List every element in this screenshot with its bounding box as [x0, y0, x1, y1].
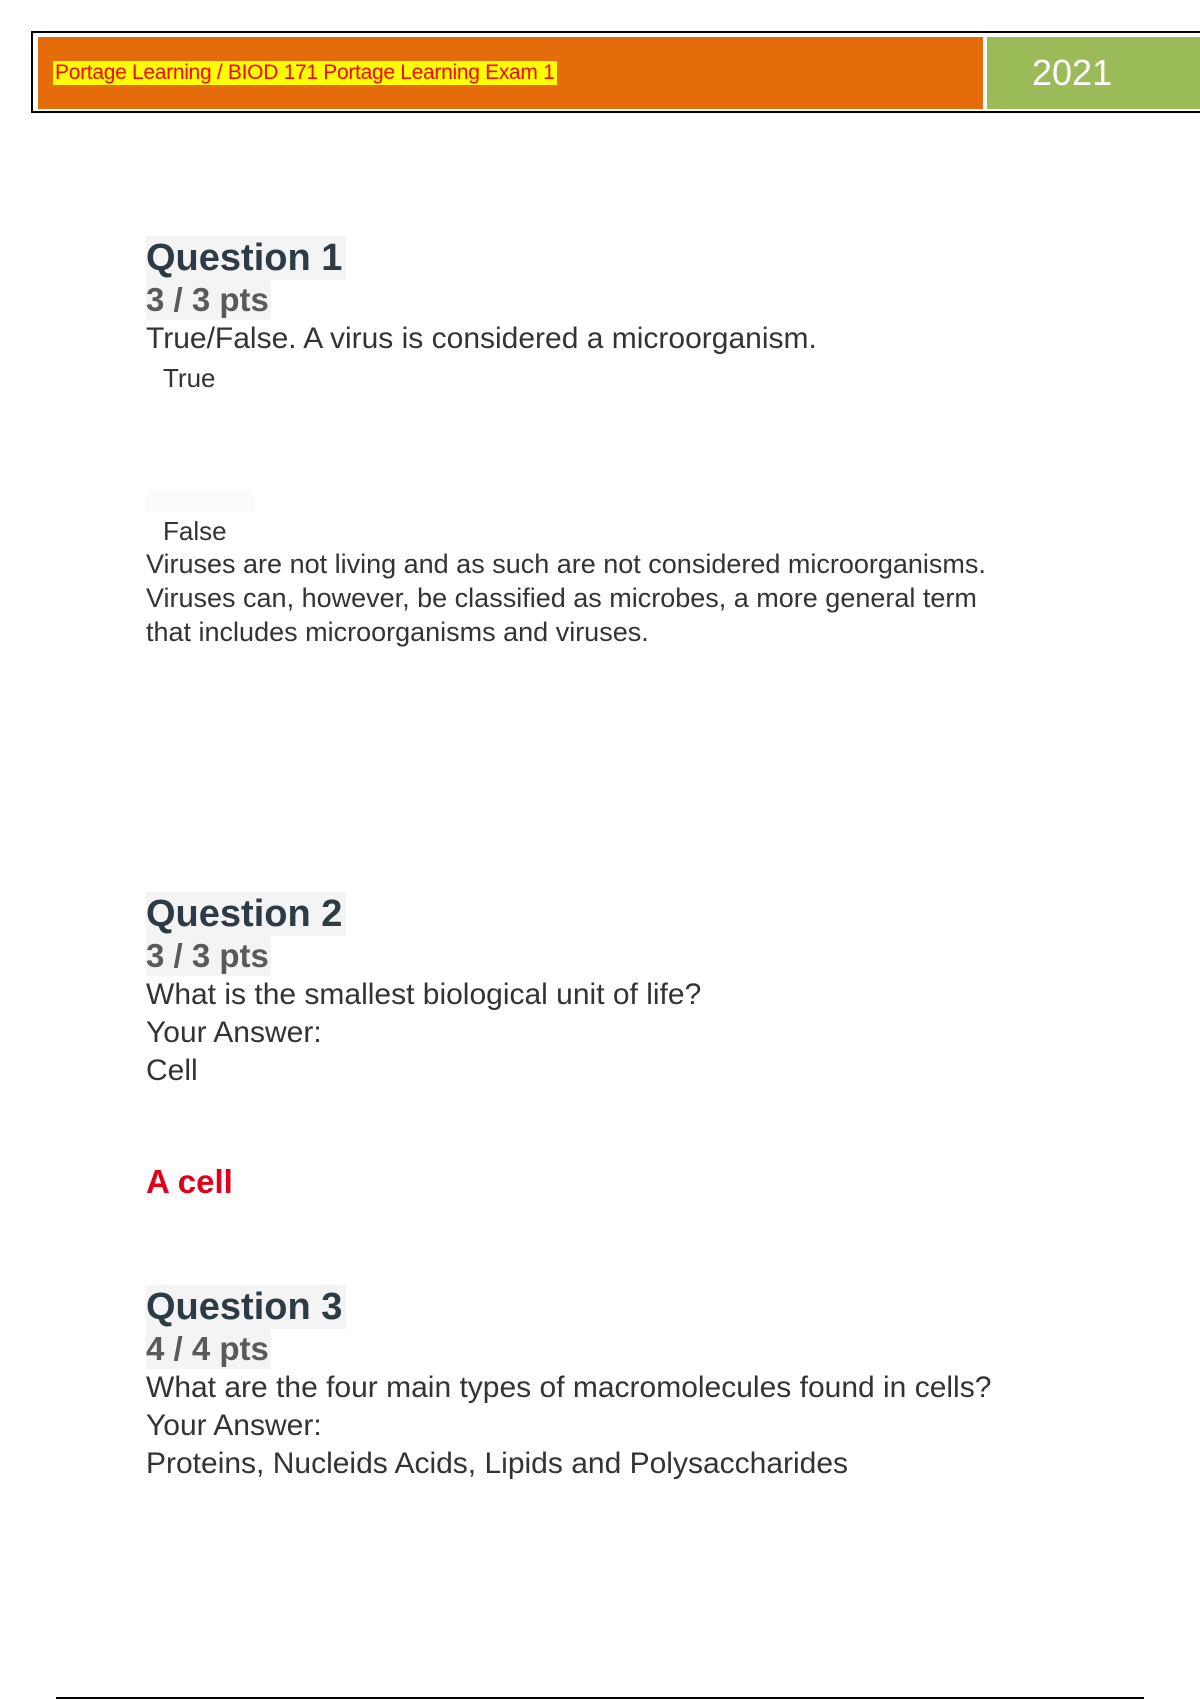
explanation-line: Viruses are not living and as such are not considered microorganisms. [146, 549, 986, 579]
your-answer: Cell [146, 1054, 198, 1087]
document-header [31, 31, 1200, 113]
header-year-band [987, 37, 1200, 109]
question-title: Question 2 [146, 892, 346, 936]
your-answer: Proteins, Nucleids Acids, Lipids and Polysaccharides [146, 1447, 849, 1480]
answer-option-false: False [163, 516, 227, 546]
your-answer-label: Your Answer: [146, 1409, 322, 1442]
question-2 [146, 892, 701, 1202]
document-title: Portage Learning / BIOD 171 Portage Learning Exam 1 [55, 61, 555, 84]
header-title-band [38, 37, 983, 109]
question-title: Question 1 [146, 236, 346, 280]
question-prompt: What are the four main types of macromolecules found in cells? [146, 1371, 992, 1404]
page-bottom-rule [56, 1697, 1144, 1699]
answer-option-true: True [163, 363, 216, 393]
explanation-line: that includes microorganisms and viruses. [146, 617, 649, 647]
question-1 [146, 236, 986, 649]
document-year: 2021 [1032, 52, 1113, 93]
question-points: 3 / 3 pts [146, 937, 269, 974]
question-prompt: What is the smallest biological unit of life? [146, 978, 702, 1011]
question-points: 3 / 3 pts [146, 281, 269, 318]
question-prompt: True/False. A virus is considered a microorganism. [146, 322, 817, 355]
correct-answer: A cell [146, 1163, 233, 1200]
your-answer-label: Your Answer: [146, 1016, 322, 1049]
question-points: 4 / 4 pts [146, 1330, 269, 1367]
explanation-line: Viruses can, however, be classified as microbes, a more general term [146, 583, 977, 613]
question-3 [146, 1285, 991, 1483]
answer-marker-placeholder [146, 490, 254, 512]
header-divider [983, 33, 986, 111]
question-title: Question 3 [146, 1285, 346, 1329]
